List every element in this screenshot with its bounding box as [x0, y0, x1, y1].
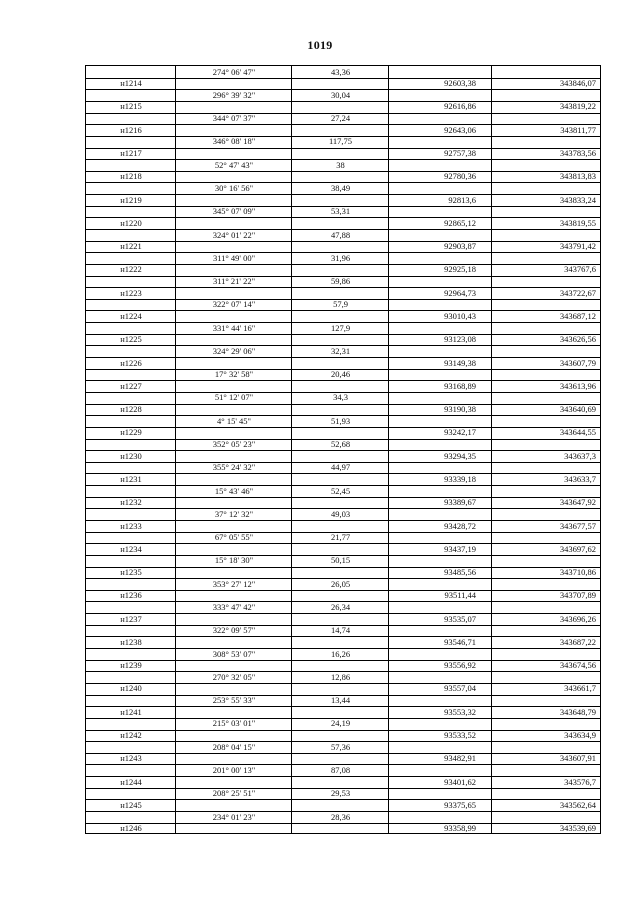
point-y-coordinate: 343562,64	[559, 799, 596, 810]
point-x-coordinate: 93437,19	[444, 543, 476, 554]
point-x-coordinate: 93190,38	[444, 404, 476, 415]
point-y-coordinate: 343846,07	[559, 78, 596, 89]
segment-angle: 201° 00' 13"	[212, 764, 256, 775]
segment-angle: 37° 12' 32"	[214, 508, 254, 519]
segment-distance: 13,44	[330, 695, 351, 706]
point-name: н1222	[120, 264, 142, 275]
point-name: н1244	[120, 776, 142, 787]
segment-distance: 57,9	[333, 299, 348, 310]
segment-distance: 26,34	[330, 601, 351, 612]
segment-angle: 308° 53' 07"	[212, 648, 256, 659]
point-x-coordinate: 93168,89	[444, 380, 476, 391]
segment-distance: 31,96	[330, 252, 351, 263]
segment-distance: 47,88	[330, 229, 351, 240]
point-name: н1246	[120, 823, 142, 834]
point-y-coordinate: 343647,92	[559, 497, 596, 508]
point-name: н1240	[120, 683, 142, 694]
point-x-coordinate: 92780,36	[444, 171, 476, 182]
segment-distance: 50,15	[330, 555, 351, 566]
segment-distance: 53,31	[330, 206, 351, 217]
segment-distance: 59,86	[330, 276, 351, 286]
point-x-coordinate: 93010,43	[444, 310, 476, 321]
segment-distance: 16,26	[330, 648, 351, 659]
segment-distance: 29,53	[330, 788, 351, 799]
point-x-coordinate: 93546,71	[444, 636, 476, 647]
point-x-coordinate: 92813,6	[448, 194, 476, 205]
point-name: н1234	[120, 543, 142, 554]
point-name: н1232	[120, 497, 142, 508]
point-y-coordinate: 343696,26	[559, 613, 596, 624]
point-y-coordinate: 343640,69	[559, 404, 596, 415]
point-x-coordinate: 93557,04	[444, 683, 476, 694]
point-name: н1241	[120, 706, 142, 717]
point-y-coordinate: 343648,79	[559, 706, 596, 717]
segment-angle: 15° 18' 30"	[214, 555, 254, 566]
point-x-coordinate: 92616,86	[444, 101, 476, 112]
segment-angle: 208° 25' 51"	[212, 788, 256, 799]
point-x-coordinate: 93533,52	[444, 730, 476, 740]
point-y-coordinate: 343644,55	[559, 427, 596, 438]
point-x-coordinate: 93242,17	[444, 427, 476, 438]
point-y-coordinate: 343637,3	[564, 450, 596, 461]
segment-angle: 51° 12' 07"	[214, 392, 254, 403]
point-x-coordinate: 93375,65	[444, 799, 476, 810]
point-x-coordinate: 93294,35	[444, 450, 476, 461]
point-y-coordinate: 343697,62	[559, 543, 596, 554]
point-y-coordinate: 343819,55	[559, 217, 596, 228]
point-y-coordinate: 343607,91	[559, 753, 596, 764]
point-y-coordinate: 343722,67	[559, 287, 596, 298]
segment-angle: 296° 39' 32"	[212, 89, 256, 100]
point-x-coordinate: 92903,87	[444, 241, 476, 252]
segment-distance: 52,68	[330, 439, 351, 449]
segment-angle: 322° 07' 14"	[212, 299, 256, 310]
point-name: н1239	[120, 660, 142, 671]
page-number: 1019	[307, 38, 333, 52]
segment-distance: 49,03	[330, 508, 351, 519]
point-name: н1214	[120, 78, 142, 89]
point-x-coordinate: 92643,06	[444, 124, 476, 135]
point-y-coordinate: 343607,79	[559, 357, 596, 368]
point-name: н1245	[120, 799, 142, 810]
segment-angle: 15° 43' 46"	[214, 485, 254, 496]
point-name: н1233	[120, 520, 142, 531]
point-y-coordinate: 343539,69	[559, 823, 596, 834]
point-x-coordinate: 93149,38	[444, 357, 476, 368]
point-y-coordinate: 343633,7	[564, 473, 596, 484]
segment-distance: 52,45	[330, 485, 351, 496]
point-y-coordinate: 343783,56	[559, 148, 596, 158]
segment-distance: 32,31	[330, 345, 351, 356]
point-y-coordinate: 343661,7	[564, 683, 596, 694]
point-name: н1227	[120, 380, 142, 391]
segment-angle: 270° 32' 05"	[212, 671, 256, 682]
point-name: н1223	[120, 287, 142, 298]
segment-distance: 26,05	[330, 578, 351, 589]
point-x-coordinate: 93511,44	[444, 590, 476, 601]
segment-angle: 353° 27' 12"	[212, 578, 256, 589]
segment-distance: 117,75	[328, 136, 353, 147]
point-name: н1238	[120, 636, 142, 647]
point-name: н1228	[120, 404, 142, 415]
point-name: н1217	[120, 148, 142, 158]
segment-angle: 30° 16' 56"	[214, 182, 254, 193]
point-x-coordinate: 93358,99	[444, 823, 476, 834]
point-y-coordinate: 343687,22	[559, 636, 596, 647]
segment-distance: 87,08	[330, 764, 351, 775]
segment-distance: 28,36	[330, 811, 351, 822]
segment-distance: 43,36	[330, 66, 351, 77]
point-y-coordinate: 343813,83	[559, 171, 596, 182]
segment-distance: 44,97	[330, 462, 351, 473]
segment-angle: 274° 06' 47"	[212, 66, 256, 77]
point-x-coordinate: 92757,38	[444, 148, 476, 158]
point-name: н1220	[120, 217, 142, 228]
segment-distance: 21,77	[330, 532, 351, 543]
point-name: н1237	[120, 613, 142, 624]
point-y-coordinate: 343626,56	[559, 334, 596, 345]
segment-angle: 52° 47' 43"	[214, 159, 254, 170]
segment-distance: 38	[336, 159, 345, 170]
segment-angle: 331° 44' 16"	[212, 322, 256, 333]
point-y-coordinate: 343677,57	[559, 520, 596, 531]
segment-angle: 352° 05' 23"	[212, 439, 256, 449]
point-name: н1235	[120, 567, 142, 577]
segment-distance: 30,04	[330, 89, 351, 100]
point-name: н1230	[120, 450, 142, 461]
point-x-coordinate: 93428,72	[444, 520, 476, 531]
point-y-coordinate: 343576,7	[564, 776, 596, 787]
point-y-coordinate: 343674,56	[559, 660, 596, 671]
segment-angle: 333° 47' 42"	[212, 601, 256, 612]
point-y-coordinate: 343707,89	[559, 590, 596, 601]
segment-angle: 253° 55' 33"	[212, 695, 256, 706]
segment-angle: 234° 01' 23"	[212, 811, 256, 822]
point-x-coordinate: 93553,32	[444, 706, 476, 717]
segment-angle: 17° 32' 58"	[214, 369, 254, 380]
segment-distance: 14,74	[330, 625, 351, 636]
point-x-coordinate: 93389,67	[444, 497, 476, 508]
segment-angle: 346° 08' 18"	[212, 136, 256, 147]
point-y-coordinate: 343710,86	[559, 567, 596, 577]
point-y-coordinate: 343819,22	[559, 101, 596, 112]
point-x-coordinate: 93535,07	[444, 613, 476, 624]
point-name: н1229	[120, 427, 142, 438]
segment-angle: 344° 07' 37"	[212, 113, 256, 124]
point-name: н1221	[120, 241, 142, 252]
point-name: н1236	[120, 590, 142, 601]
segment-angle: 345° 07' 09"	[212, 206, 256, 217]
point-x-coordinate: 93482,91	[444, 753, 476, 764]
point-y-coordinate: 343811,77	[560, 124, 596, 135]
point-name: н1242	[120, 730, 142, 740]
point-x-coordinate: 93123,08	[444, 334, 476, 345]
point-y-coordinate: 343791,42	[559, 241, 596, 252]
segment-angle: 355° 24' 32"	[212, 462, 256, 473]
point-y-coordinate: 343634,9	[564, 730, 596, 740]
point-x-coordinate: 92865,12	[444, 217, 476, 228]
segment-angle: 311° 21' 22"	[212, 276, 256, 286]
point-x-coordinate: 92964,73	[444, 287, 476, 298]
segment-angle: 215° 03' 01"	[212, 718, 256, 729]
segment-angle: 324° 01' 22"	[212, 229, 256, 240]
segment-angle: 324° 29' 06"	[212, 345, 256, 356]
point-x-coordinate: 92603,38	[444, 78, 476, 89]
point-y-coordinate: 343833,24	[559, 194, 596, 205]
point-x-coordinate: 93556,92	[444, 660, 476, 671]
segment-distance: 20,46	[330, 369, 351, 380]
segment-distance: 34,3	[333, 392, 348, 403]
point-name: н1225	[120, 334, 142, 345]
segment-distance: 51,93	[330, 415, 351, 426]
point-name: н1216	[120, 124, 142, 135]
segment-distance: 24,19	[330, 718, 351, 729]
point-name: н1243	[120, 753, 142, 764]
segment-angle: 322° 09' 57"	[212, 625, 256, 636]
point-name: н1231	[120, 473, 142, 484]
point-x-coordinate: 93485,56	[444, 567, 476, 577]
point-name: н1215	[120, 101, 142, 112]
point-name: н1219	[120, 194, 142, 205]
point-name: н1226	[120, 357, 142, 368]
coordinates-table	[85, 65, 601, 834]
segment-angle: 67° 05' 55"	[214, 532, 254, 543]
point-x-coordinate: 93401,62	[444, 776, 476, 787]
point-y-coordinate: 343687,12	[559, 310, 596, 321]
point-name: н1218	[120, 171, 142, 182]
point-y-coordinate: 343613,96	[559, 380, 596, 391]
point-name: н1224	[120, 310, 142, 321]
segment-angle: 311° 49' 00"	[212, 252, 256, 263]
point-x-coordinate: 93339,18	[444, 473, 476, 484]
segment-distance: 57,36	[330, 741, 351, 752]
segment-angle: 208° 04' 15"	[212, 741, 256, 752]
point-x-coordinate: 92925,18	[444, 264, 476, 275]
segment-distance: 38,49	[330, 182, 351, 193]
segment-distance: 27,24	[330, 113, 351, 124]
segment-angle: 4° 15' 45"	[217, 415, 251, 426]
point-y-coordinate: 343767,6	[564, 264, 596, 275]
segment-distance: 12,86	[330, 671, 351, 682]
segment-distance: 127,9	[330, 322, 351, 333]
